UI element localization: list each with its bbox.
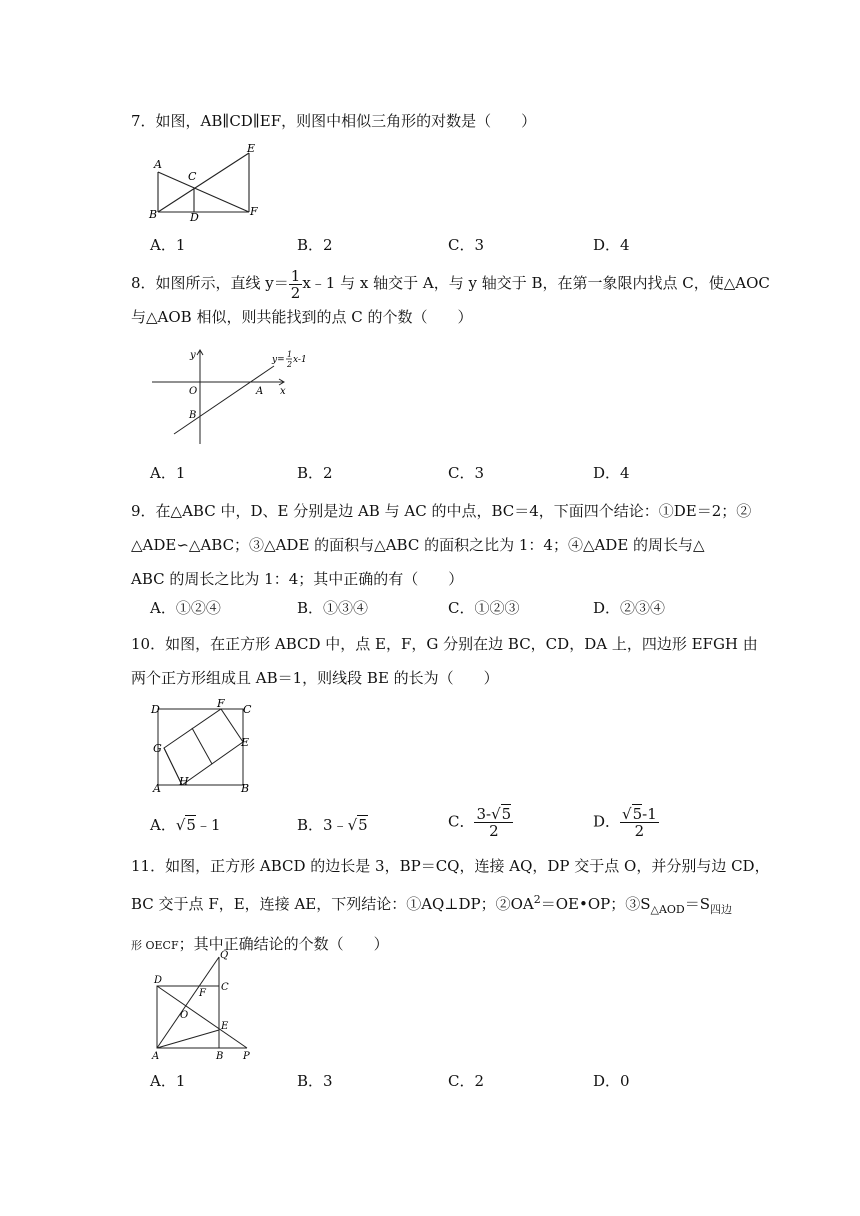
- svg-text:D: D: [151, 703, 160, 716]
- question-8-line-1: 8．如图所示，直线 y＝ $\frac{1}{2}$ x﹣1 与 x 轴交于 A，与 y 轴交于 B，在第一象限内找点 C，使△AOC: [131, 266, 770, 302]
- option-d[interactable]: D． $\frac{√5-1}{2}$: [593, 805, 657, 840]
- option-a[interactable]: A．1: [150, 236, 186, 254]
- question-10: [131, 627, 758, 695]
- question-8-options: [150, 462, 750, 486]
- question-8-line-2: 与△AOB 相似，则共能找到的点 C 的个数（ ）: [131, 308, 473, 326]
- option-a[interactable]: A．√5﹣1: [150, 816, 221, 834]
- question-11-options: [150, 1070, 750, 1094]
- option-b[interactable]: B．①③④: [297, 599, 369, 617]
- label-A: A: [154, 158, 162, 171]
- svg-text:1: 1: [287, 350, 293, 359]
- svg-text:O: O: [180, 1010, 189, 1021]
- question-7-options: [150, 234, 750, 258]
- option-c[interactable]: C．①②③: [448, 599, 520, 617]
- label-E: E: [247, 142, 256, 155]
- svg-text:F: F: [199, 988, 206, 999]
- question-7-stem: 7．如图，AB∥CD∥EF，则图中相似三角形的对数是（ ）: [131, 112, 537, 130]
- svg-text:x: x: [280, 386, 286, 397]
- option-c[interactable]: C．3: [448, 464, 485, 482]
- svg-text:P: P: [243, 1051, 250, 1062]
- svg-text:E: E: [241, 736, 250, 749]
- svg-text:B: B: [241, 782, 250, 795]
- option-a[interactable]: A．①②④: [150, 599, 221, 617]
- option-d[interactable]: D．4: [593, 236, 630, 254]
- svg-text:F: F: [217, 698, 225, 710]
- question-9-line-3: ABC 的周长之比为 1：4；其中正确的有（ ）: [131, 570, 464, 588]
- option-c[interactable]: C．3: [448, 236, 485, 254]
- svg-text:C: C: [243, 703, 252, 716]
- option-c[interactable]: C． $\frac{3-√5}{2}$: [448, 805, 512, 840]
- figure-q11-square: [146, 948, 256, 1062]
- question-11-line-2: BC 交于点 F，E，连接 AE，下列结论：①AQ⊥DP；$②OA^2=OE•OP$；$③S_{\triangle AOD}=S_{四边}$: [131, 893, 733, 916]
- svg-text:C: C: [221, 982, 229, 993]
- option-a[interactable]: A．1: [150, 464, 186, 482]
- option-a[interactable]: A．1: [150, 1072, 186, 1090]
- svg-text:O: O: [189, 386, 198, 397]
- svg-text:D: D: [154, 975, 163, 986]
- svg-text:E: E: [221, 1021, 229, 1032]
- question-10-line-2: 两个正方形组成且 AB＝1，则线段 BE 的长为（ ）: [131, 669, 499, 687]
- svg-text:x-1: x-1: [293, 355, 307, 365]
- option-d[interactable]: D．0: [593, 1072, 630, 1090]
- option-b[interactable]: B．2: [297, 236, 333, 254]
- question-10-options: [150, 805, 750, 840]
- figure-q10-square: [146, 698, 258, 796]
- question-11: [131, 849, 770, 963]
- svg-text:Q: Q: [220, 950, 229, 961]
- svg-text:y=: y=: [272, 355, 285, 365]
- option-d[interactable]: D．②③④: [593, 599, 666, 617]
- svg-text:B: B: [216, 1051, 224, 1062]
- svg-text:y: y: [190, 350, 196, 361]
- question-9: [131, 494, 752, 596]
- question-7: [131, 104, 740, 138]
- label-D: D: [190, 211, 199, 222]
- option-b[interactable]: B．3﹣√5: [297, 816, 368, 834]
- option-b[interactable]: B．2: [297, 464, 333, 482]
- svg-text:B: B: [189, 410, 197, 421]
- question-11-line-3: 形 OECF；其中正确结论的个数（ ）: [131, 935, 389, 953]
- svg-text:H: H: [179, 775, 189, 788]
- question-9-options: [150, 597, 750, 621]
- question-9-line-2: △ADE∽△ABC；③△ADE 的面积与△ABC 的面积之比为 1：4；④△ADE 的周长与△: [131, 536, 705, 554]
- question-10-line-1: 10．如图，在正方形 ABCD 中，点 E，F，G 分别在边 BC，CD，DA 上，四边形 EFGH 由: [131, 635, 758, 653]
- label-C: C: [188, 170, 197, 183]
- question-11-line-1: 11．如图，正方形 ABCD 的边长是 3，BP＝CQ，连接 AQ，DP 交于点 O，并分别与边 CD，: [131, 857, 770, 875]
- svg-text:A: A: [256, 386, 264, 397]
- question-8: [131, 266, 770, 334]
- svg-text:A: A: [152, 1051, 160, 1062]
- question-9-line-1: 9．在△ABC 中，D、E 分别是边 AB 与 AC 的中点，BC＝4，下面四个结论：①DE＝2；②: [131, 502, 752, 520]
- svg-text:G: G: [153, 742, 162, 755]
- svg-text:2: 2: [287, 360, 293, 369]
- label-F: F: [250, 205, 258, 218]
- option-b[interactable]: B．3: [297, 1072, 333, 1090]
- option-d[interactable]: D．4: [593, 464, 630, 482]
- svg-text:A: A: [153, 782, 161, 795]
- option-c[interactable]: C．2: [448, 1072, 485, 1090]
- label-B: B: [149, 208, 158, 221]
- figure-q8-coordinate-plane: [148, 348, 308, 446]
- figure-q7-parallel-lines: [146, 140, 266, 222]
